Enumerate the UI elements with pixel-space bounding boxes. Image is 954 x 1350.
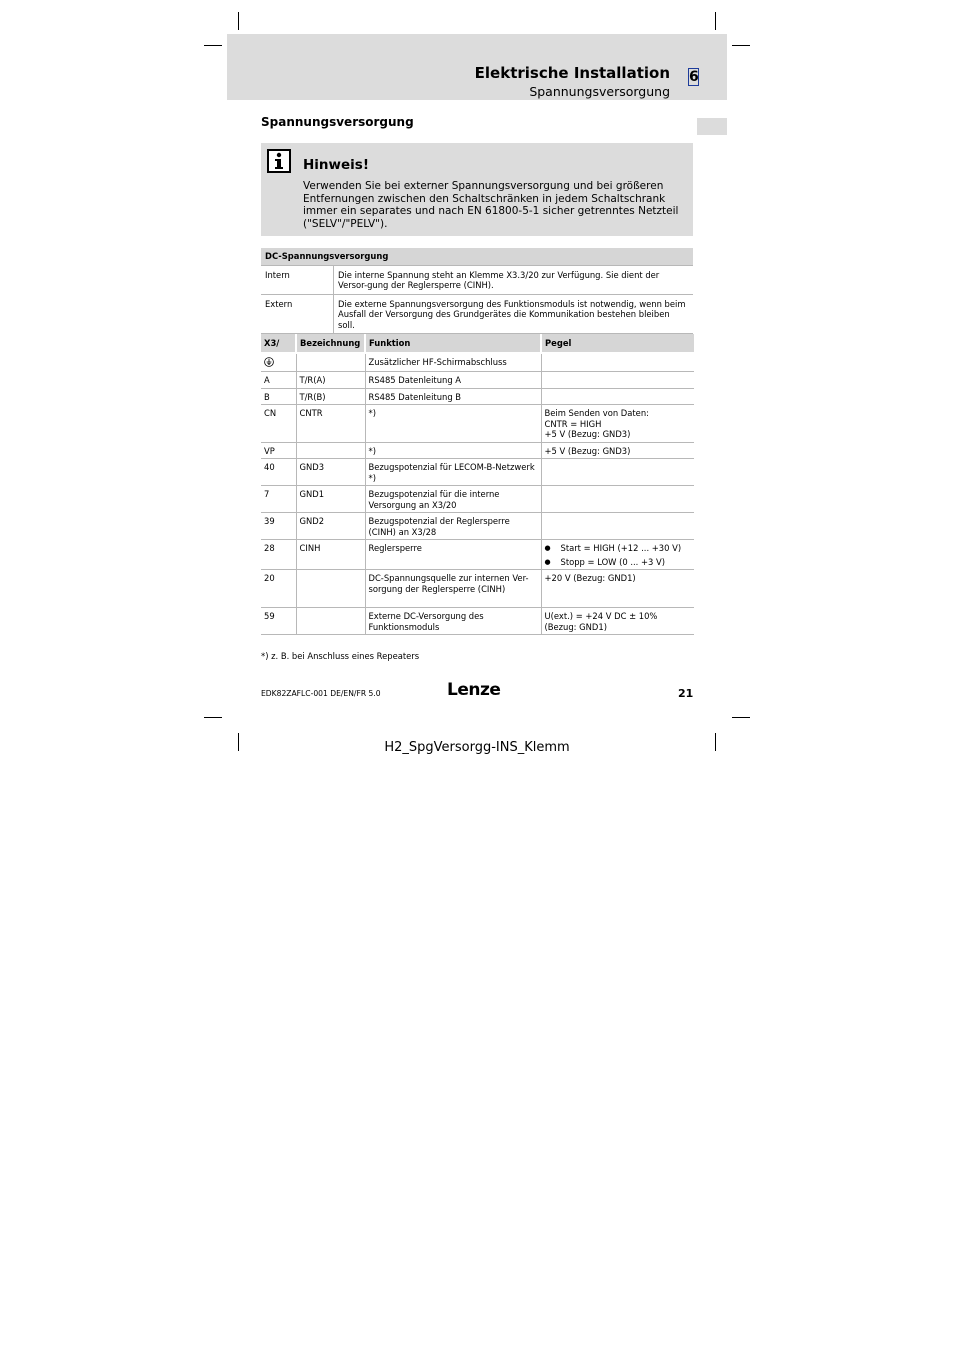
cell-pegel — [541, 513, 694, 540]
column-header-funktion: Funktion — [365, 334, 541, 353]
x3-terminal-table — [261, 334, 694, 635]
bullet-item: ● Start = HIGH (+12 ... +30 V) — [545, 543, 692, 554]
crop-mark — [238, 12, 239, 30]
lenze-logo: Lenze — [447, 680, 501, 700]
cell-x3: 7 — [261, 486, 296, 513]
table-row — [261, 405, 694, 443]
cell-funktion: *) — [365, 405, 541, 443]
column-header-bezeichnung: Bezeichnung — [296, 334, 365, 353]
cell-x3: A — [261, 372, 296, 389]
table-row — [261, 265, 693, 294]
cell-pegel — [541, 372, 694, 389]
table-row — [261, 294, 693, 334]
crop-mark — [732, 45, 750, 46]
cell-bezeichnung: GND3 — [296, 459, 365, 486]
cell-bezeichnung: CNTR — [296, 405, 365, 443]
cell-bezeichnung: CINH — [296, 540, 365, 570]
cell-pegel: +5 V (Bezug: GND3) — [541, 442, 694, 459]
crop-mark — [204, 717, 222, 718]
dc-value: Die externe Spannungsversorgung des Funktionsmoduls ist notwendig, wenn beim Ausfall der Versorgung des Grundgerätes die Kommunikation bestehen bleiben soll. — [334, 294, 694, 334]
chapter-subtitle: Spannungsversorgung — [529, 84, 670, 99]
cell-pegel — [541, 459, 694, 486]
table-row — [261, 372, 694, 389]
cell-x3: VP — [261, 442, 296, 459]
cell-pegel — [541, 405, 694, 443]
column-header-x3: X3/ — [261, 334, 296, 353]
note-text: Verwenden Sie bei externer Spannungsversorgung und bei größeren Entfernungen zwischen den Schaltschränken in jedem Schaltschrank immer ein separates und nach EN 61800-5-1 sicher getrenntes Netzteil ("SELV"/"PELV"). — [303, 180, 679, 230]
table-row — [261, 442, 694, 459]
pegel-line: Beim Senden von Daten: — [544, 408, 649, 418]
bullet-item: ● Stopp = LOW (0 ... +3 V) — [545, 557, 692, 568]
note-title: Hinweis! — [303, 157, 369, 173]
chapter-number: 6 — [689, 69, 699, 85]
cell-x3: B — [261, 388, 296, 405]
cell-x3: CN — [261, 405, 296, 443]
cell-bezeichnung: GND2 — [296, 513, 365, 540]
cell-pegel — [541, 540, 694, 570]
crop-mark — [204, 45, 222, 46]
dc-table-header: DC-Spannungsversorgung — [261, 248, 693, 265]
cell-funktion: Zusätzlicher HF-Schirmabschluss — [365, 353, 541, 372]
ground-icon — [264, 357, 274, 367]
crop-mark — [715, 12, 716, 30]
cell-pegel — [541, 486, 694, 513]
column-header-pegel: Pegel — [541, 334, 694, 353]
cell-bezeichnung — [296, 608, 365, 635]
table-row — [261, 570, 694, 608]
cell-bezeichnung: T/R(A) — [296, 372, 365, 389]
table-row — [261, 513, 694, 540]
cell-pegel: +20 V (Bezug: GND1) — [541, 570, 694, 608]
cell-x3: 40 — [261, 459, 296, 486]
table-row — [261, 459, 694, 486]
cell-pegel — [541, 608, 694, 635]
table-row — [261, 353, 694, 372]
cell-bezeichnung: GND1 — [296, 486, 365, 513]
chapter-title: Elektrische Installation — [474, 64, 670, 82]
cell-pegel — [541, 353, 694, 372]
cell-funktion: Bezugspotenzial für LECOM-B-Netzwerk *) — [365, 459, 541, 486]
pegel-line: +5 V (Bezug: GND3) — [544, 429, 631, 439]
cell-bezeichnung — [296, 353, 365, 372]
dc-value: Die interne Spannung steht an Klemme X3.3/20 zur Verfügung. Sie dient der Versor-gung der Reglersperre (CINH). — [334, 265, 694, 294]
pegel-line: U(ext.) = +24 V DC ± 10% — [544, 611, 658, 621]
crop-mark — [732, 717, 750, 718]
footnote: *) z. B. bei Anschluss eines Repeaters — [261, 651, 420, 661]
cell-funktion: Bezugspotenzial für die interne Versorgung an X3/20 — [365, 486, 541, 513]
cell-funktion: DC-Spannungsquelle zur internen Ver-sorgung der Reglersperre (CINH) — [365, 570, 541, 608]
cell-pegel — [541, 388, 694, 405]
pegel-line: CNTR = HIGH — [544, 418, 602, 429]
cell-x3: 28 — [261, 540, 296, 570]
dc-supply-table — [261, 248, 693, 334]
side-tab — [697, 118, 727, 135]
table-row — [261, 540, 694, 570]
cell-funktion: Externe DC-Versorgung des Funktionsmoduls — [365, 608, 541, 635]
cell-funktion: *) — [365, 442, 541, 459]
section-title: Spannungsversorgung — [261, 115, 414, 129]
cell-x3: 39 — [261, 513, 296, 540]
cell-funktion: Bezugspotenzial der Reglersperre (CINH) an X3/28 — [365, 513, 541, 540]
dc-key: Intern — [261, 265, 334, 294]
cell-x3: 59 — [261, 608, 296, 635]
cell-funktion: RS485 Datenleitung B — [365, 388, 541, 405]
dc-key: Extern — [261, 294, 334, 334]
page-number: 21 — [678, 687, 694, 700]
table-row — [261, 608, 694, 635]
pegel-line: (Bezug: GND1) — [544, 621, 607, 632]
cell-bezeichnung: T/R(B) — [296, 388, 365, 405]
cell-bezeichnung — [296, 570, 365, 608]
cell-x3: 20 — [261, 570, 296, 608]
note-box — [261, 143, 693, 236]
cell-bezeichnung — [296, 442, 365, 459]
info-icon — [267, 149, 291, 173]
table-row — [261, 486, 694, 513]
cell-x3 — [261, 353, 296, 372]
table-row — [261, 388, 694, 405]
cell-funktion: Reglersperre — [365, 540, 541, 570]
cell-funktion: RS485 Datenleitung A — [365, 372, 541, 389]
image-caption: H2_SpgVersorgg-INS_Klemm — [384, 740, 570, 755]
document-id: EDK82ZAFLC-001 DE/EN/FR 5.0 — [261, 689, 381, 698]
